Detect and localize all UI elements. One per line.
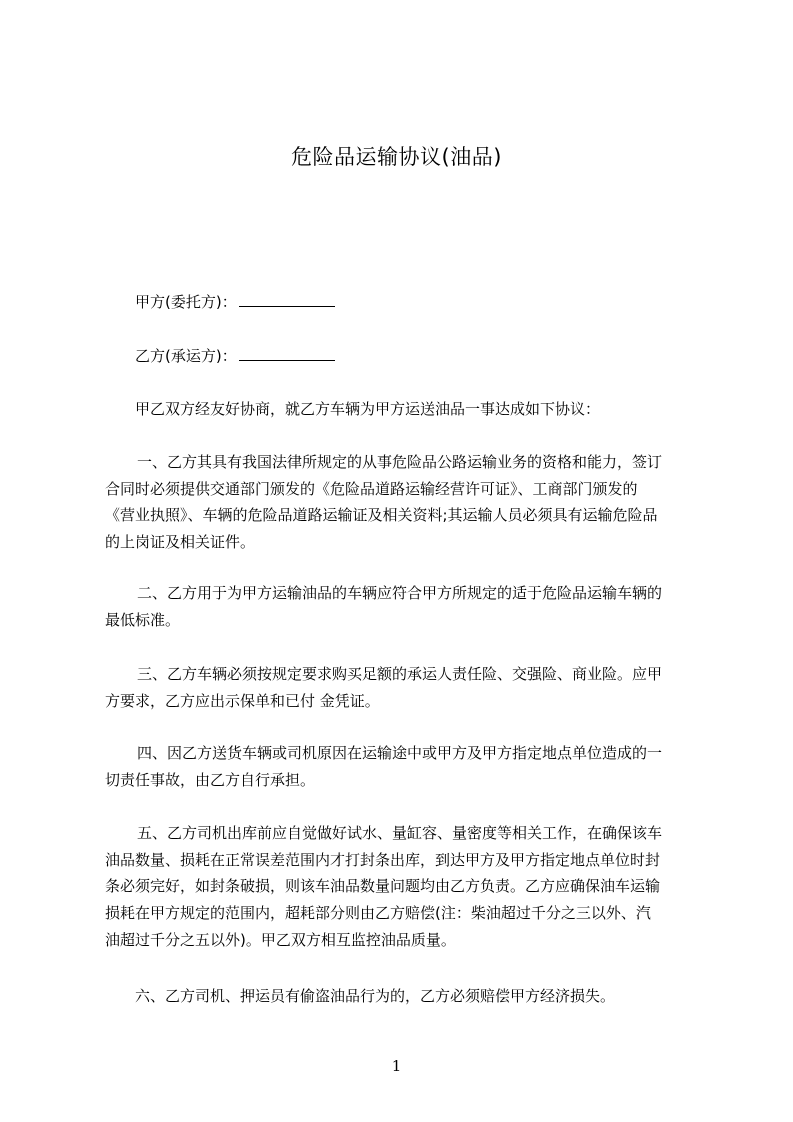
clause-3-line-2: 方要求，乙方应出示保单和已付 金凭证。 — [105, 691, 380, 710]
clause-4 — [105, 740, 701, 793]
party-a-label: 甲方(委托方)： — [135, 293, 237, 311]
party-b-label: 乙方(承运方)： — [135, 347, 237, 365]
party-b-blank — [239, 345, 335, 361]
party-a-blank — [239, 291, 335, 307]
document-title: 危险品运输协议(油品) — [291, 145, 502, 169]
clause-1-line-1: 一、乙方其具有我国法律所规定的从事危险品公路运输业务的资格和能力，签订 — [137, 453, 663, 471]
clause-1 — [105, 449, 701, 556]
clause-1-line-3: 《营业执照》、车辆的危险品道路运输证及相关资料;其运输人员必须具有运输危险品 — [105, 506, 658, 525]
clause-4-line-2: 切责任事故，由乙方自行承担。 — [105, 770, 316, 789]
clause-5-line-4: 损耗在甲方规定的范围内，超耗部分则由乙方赔偿(注：柴油超过千分之三以外、汽 — [105, 904, 651, 923]
clause-5-line-1: 五、乙方司机出库前应自觉做好试水、量缸容、量密度等相关工作，在确保该车 — [137, 824, 663, 842]
clause-5 — [105, 820, 701, 954]
clause-3-line-1: 三、乙方车辆必须按规定要求购买足额的承运人责任险、交强险、商业险。应甲 — [137, 665, 663, 683]
clause-6-line-1: 六、乙方司机、押运员有偷盗油品行为的，乙方必须赔偿甲方经济损失。 — [135, 987, 616, 1005]
clause-2-line-2: 最低标准。 — [105, 610, 181, 629]
clause-1-line-4: 的上岗证及相关证件。 — [105, 533, 256, 552]
clause-5-line-3: 条必须完好，如封条破损，则该车油品数量问题均由乙方负责。乙方应确保油车运输 — [105, 877, 661, 896]
clause-6 — [105, 983, 701, 1010]
party-a-field — [135, 291, 335, 312]
clause-5-line-5: 油超过千分之五以外)。甲乙双方相互监控油品质量。 — [105, 930, 456, 949]
clause-2-line-1: 二、乙方用于为甲方运输油品的车辆应符合甲方所规定的适于危险品运输车辆的 — [137, 584, 663, 602]
party-b-field — [135, 345, 335, 366]
page-number: 1 — [391, 1057, 402, 1075]
intro-paragraph: 甲乙双方经友好协商，就乙方车辆为甲方运送油品一事达成如下协议： — [135, 400, 601, 418]
clause-2 — [105, 580, 701, 633]
clause-1-line-2: 合同时必须提供交通部门颁发的《危险品道路运输经营许可证》、工商部门颁发的 — [105, 479, 638, 498]
clause-5-line-2: 油品数量、损耗在正常误差范围内才打封条出库，到达甲方及甲方指定地点单位时封 — [105, 850, 661, 869]
clause-3 — [105, 661, 701, 714]
clause-4-line-1: 四、因乙方送货车辆或司机原因在运输途中或甲方及甲方指定地点单位造成的一 — [137, 744, 663, 762]
